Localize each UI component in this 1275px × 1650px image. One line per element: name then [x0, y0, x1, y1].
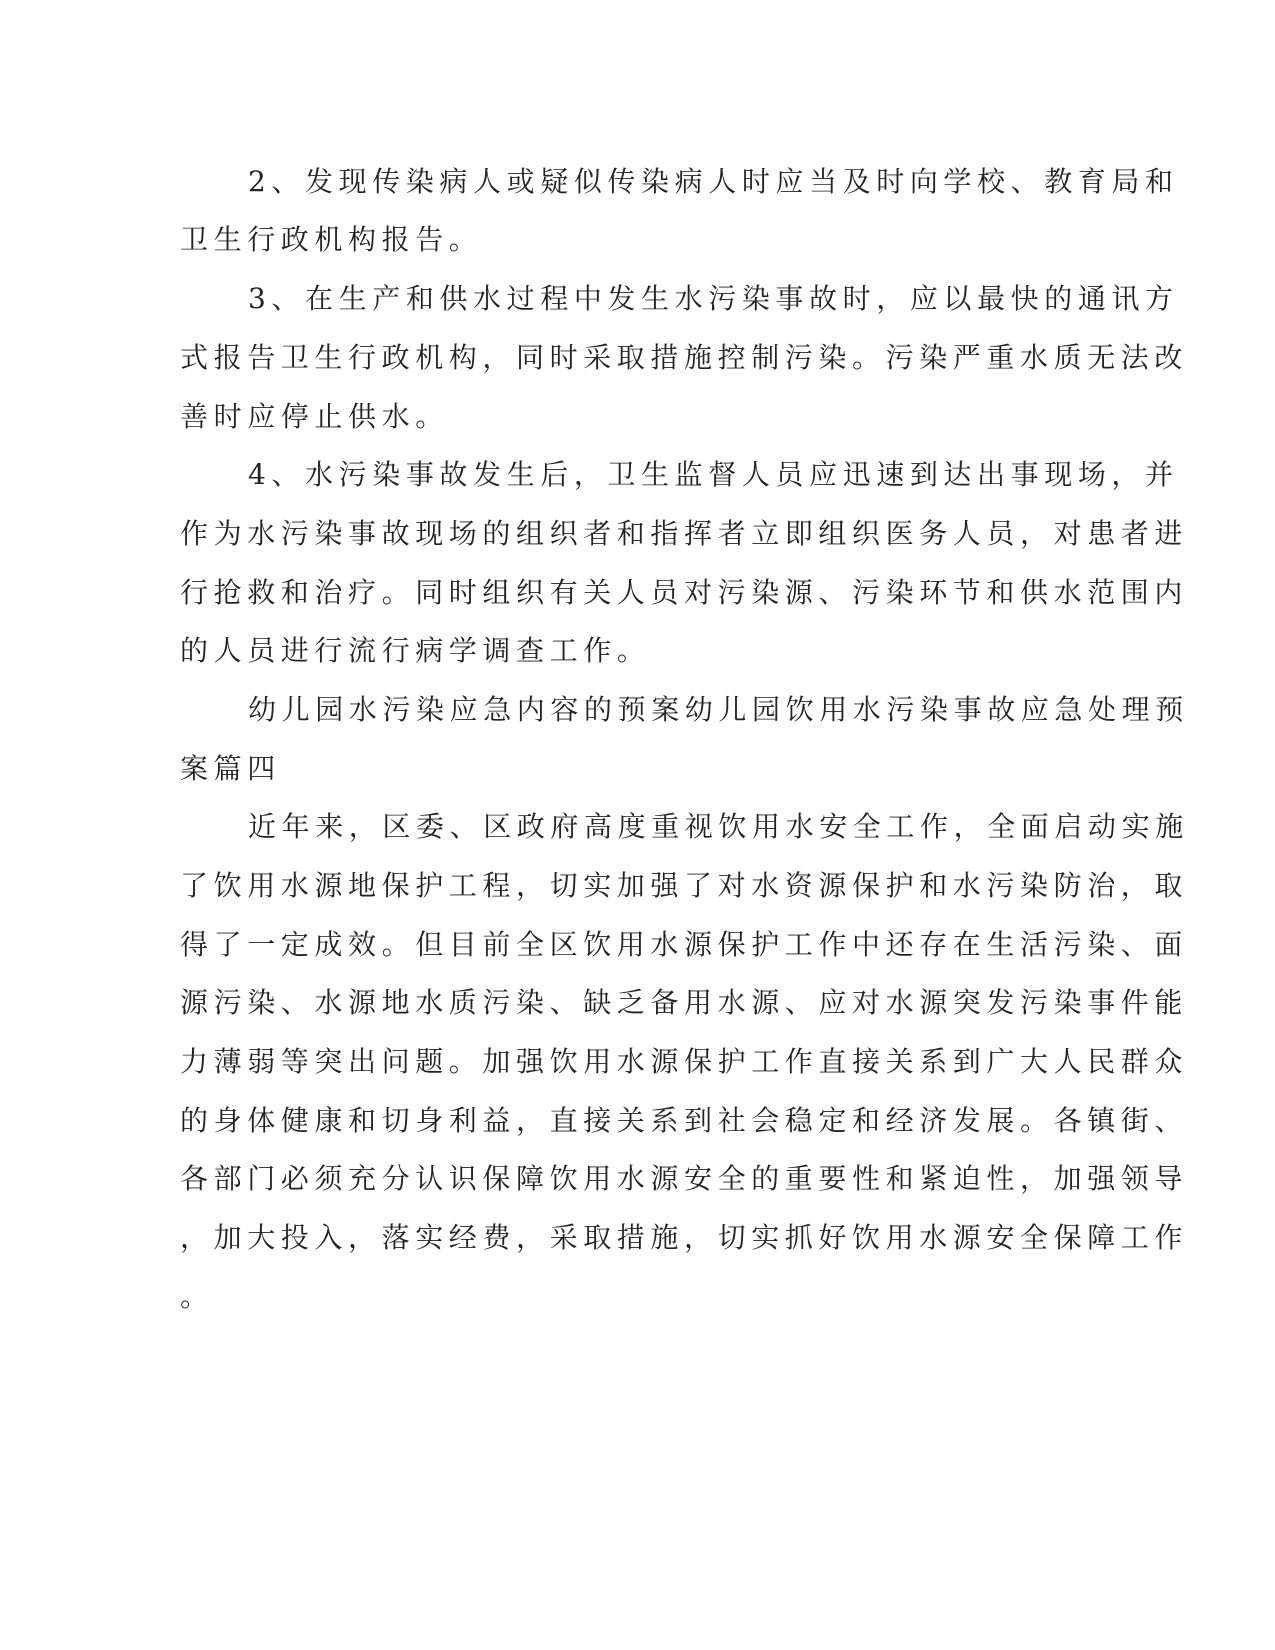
text-line: 作为水污染事故现场的组织者和指挥者立即组织医务人员，对患者进 [180, 517, 1189, 550]
section-heading-line: 案篇四 [180, 752, 281, 785]
text-line: 的身体健康和切身利益，直接关系到社会稳定和经济发展。各镇街、 [180, 1104, 1189, 1137]
text-line: 各部门必须充分认识保障饮用水源安全的重要性和紧迫性，加强领导 [180, 1162, 1189, 1195]
text-line: 善时应停止供水。 [180, 400, 449, 433]
text-line: 2、发现传染病人或疑似传染病人时应当及时向学校、教育局和 [248, 165, 1179, 198]
text-line: 源污染、水源地水质污染、缺乏备用水源、应对水源突发污染事件能 [180, 986, 1189, 1019]
text-line: 力薄弱等突出问题。加强饮用水源保护工作直接关系到广大人民群众 [180, 1045, 1189, 1078]
text-line: 了饮用水源地保护工程，切实加强了对水资源保护和水污染防治，取 [180, 869, 1189, 902]
text-line: 。 [180, 1280, 214, 1313]
text-line: 4、水污染事故发生后，卫生监督人员应迅速到达出事现场，并 [248, 458, 1179, 491]
text-line: 近年来，区委、区政府高度重视饮用水安全工作，全面启动实施 [248, 810, 1189, 843]
text-line: ，加大投入，落实经费，采取措施，切实抓好饮用水源安全保障工作 [180, 1221, 1189, 1254]
text-line: 卫生行政机构报告。 [180, 223, 483, 256]
text-line: 行抢救和治疗。同时组织有关人员对污染源、污染环节和供水范围内 [180, 576, 1189, 609]
section-heading-line: 幼儿园水污染应急内容的预案幼儿园饮用水污染事故应急处理预 [248, 693, 1189, 726]
text-line: 得了一定成效。但目前全区饮用水源保护工作中还存在生活污染、面 [180, 928, 1189, 961]
text-line: 的人员进行流行病学调查工作。 [180, 634, 651, 667]
text-line: 3、在生产和供水过程中发生水污染事故时，应以最快的通讯方 [248, 282, 1179, 315]
text-line: 式报告卫生行政机构，同时采取措施控制污染。污染严重水质无法改 [180, 341, 1189, 374]
